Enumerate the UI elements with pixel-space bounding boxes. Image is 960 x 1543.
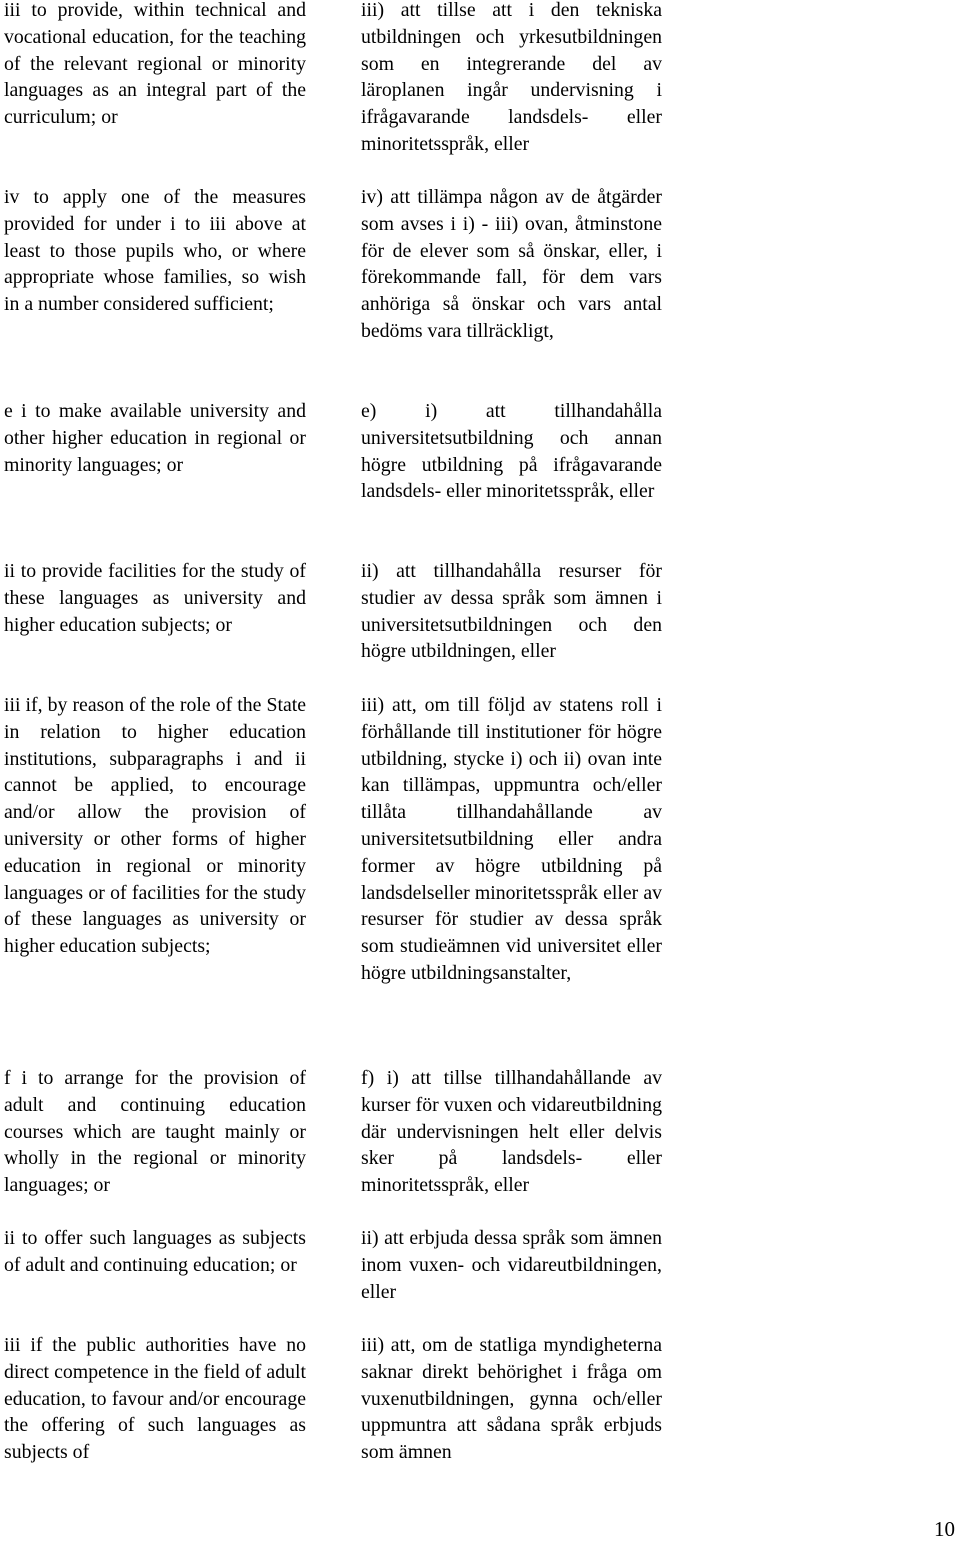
en-paragraph-1: iii to provide, within technical and vocational education, for the teaching of the relevant regional or minority languages as an integral part of the curriculum; or xyxy=(4,0,306,129)
en-paragraph-3: e i to make available university and other higher education in regional or minority languages; or xyxy=(4,400,306,476)
sv-paragraph-2: iv) att tillämpa någon av de åtgärder som avses i i) - iii) ovan, åtminstone för de elever som så önskar, eller, i förekommande fall, för dem vars anhöriga så önskar och vars antal bedöms vara tillräckligt, xyxy=(361,186,662,342)
page-number: 10 xyxy=(934,1517,955,1541)
en-paragraph-5: iii if, by reason of the role of the State in relation to higher education institutions, subparagraphs i and ii cannot be applied, to encourage and/or allow the provision of university or other forms of higher education in regional or minority languages or of facilities for the study of these languages as university or higher education subjects; xyxy=(4,694,306,958)
sv-paragraph-1: iii) att tillse att i den tekniska utbildningen och yrkesutbildningen som en integrerande del av läroplanen ingår undervisning i ifrågavarande landsdels- eller minoritetsspråk, eller xyxy=(361,0,662,155)
sv-paragraph-4: ii) att tillhandahålla resurser för studier av dessa språk som ämnen i universitetsutbildningen och den högre utbildningen, eller xyxy=(361,560,662,663)
en-paragraph-2: iv to apply one of the measures provided for under i to iii above at least to those pupils who, or where appropriate whose families, so wish in a number considered sufficient; xyxy=(4,186,306,316)
en-paragraph-6: f i to arrange for the provision of adult and continuing education courses which are taught mainly or wholly in the regional or minority languages; or xyxy=(4,1067,306,1197)
sv-paragraph-8: iii) att, om de statliga myndigheterna saknar direkt behörighet i fråga om vuxenutbildningen, gynna och/eller uppmuntra att sådana språk erbjuds som ämnen xyxy=(361,1334,662,1464)
en-paragraph-8: iii if the public authorities have no direct competence in the field of adult education, to favour and/or encourage the offering of such languages as subjects of xyxy=(4,1334,306,1464)
en-paragraph-4: ii to provide facilities for the study of these languages as university and higher education subjects; or xyxy=(4,560,306,636)
sv-paragraph-6: f) i) att tillse tillhandahållande av kurser för vuxen och vidareutbildning där undervisningen helt eller delvis sker på landsdels- eller minoritetsspråk, eller xyxy=(361,1067,662,1197)
sv-paragraph-3: e) i) att tillhandahålla universitetsutbildning och annan högre utbildning på ifrågavarande landsdels- eller minoritetsspråk, eller xyxy=(361,400,662,503)
sv-paragraph-7: ii) att erbjuda dessa språk som ämnen inom vuxen- och vidareutbildningen, eller xyxy=(361,1227,662,1303)
en-paragraph-7: ii to offer such languages as subjects of adult and continuing education; or xyxy=(4,1227,306,1276)
sv-paragraph-5: iii) att, om till följd av statens roll i förhållande till institutioner för högre utbildning, stycke i) och ii) ovan inte kan tillämpas, uppmuntra och/eller tillåta tillhandahållande av universitetsutbildning eller andra former av högre utbildning på landsdelseller minoritetsspråk eller av resurser för studier av dessa språk som studieämnen vid universitet eller högre utbildningsanstalter, xyxy=(361,694,662,984)
